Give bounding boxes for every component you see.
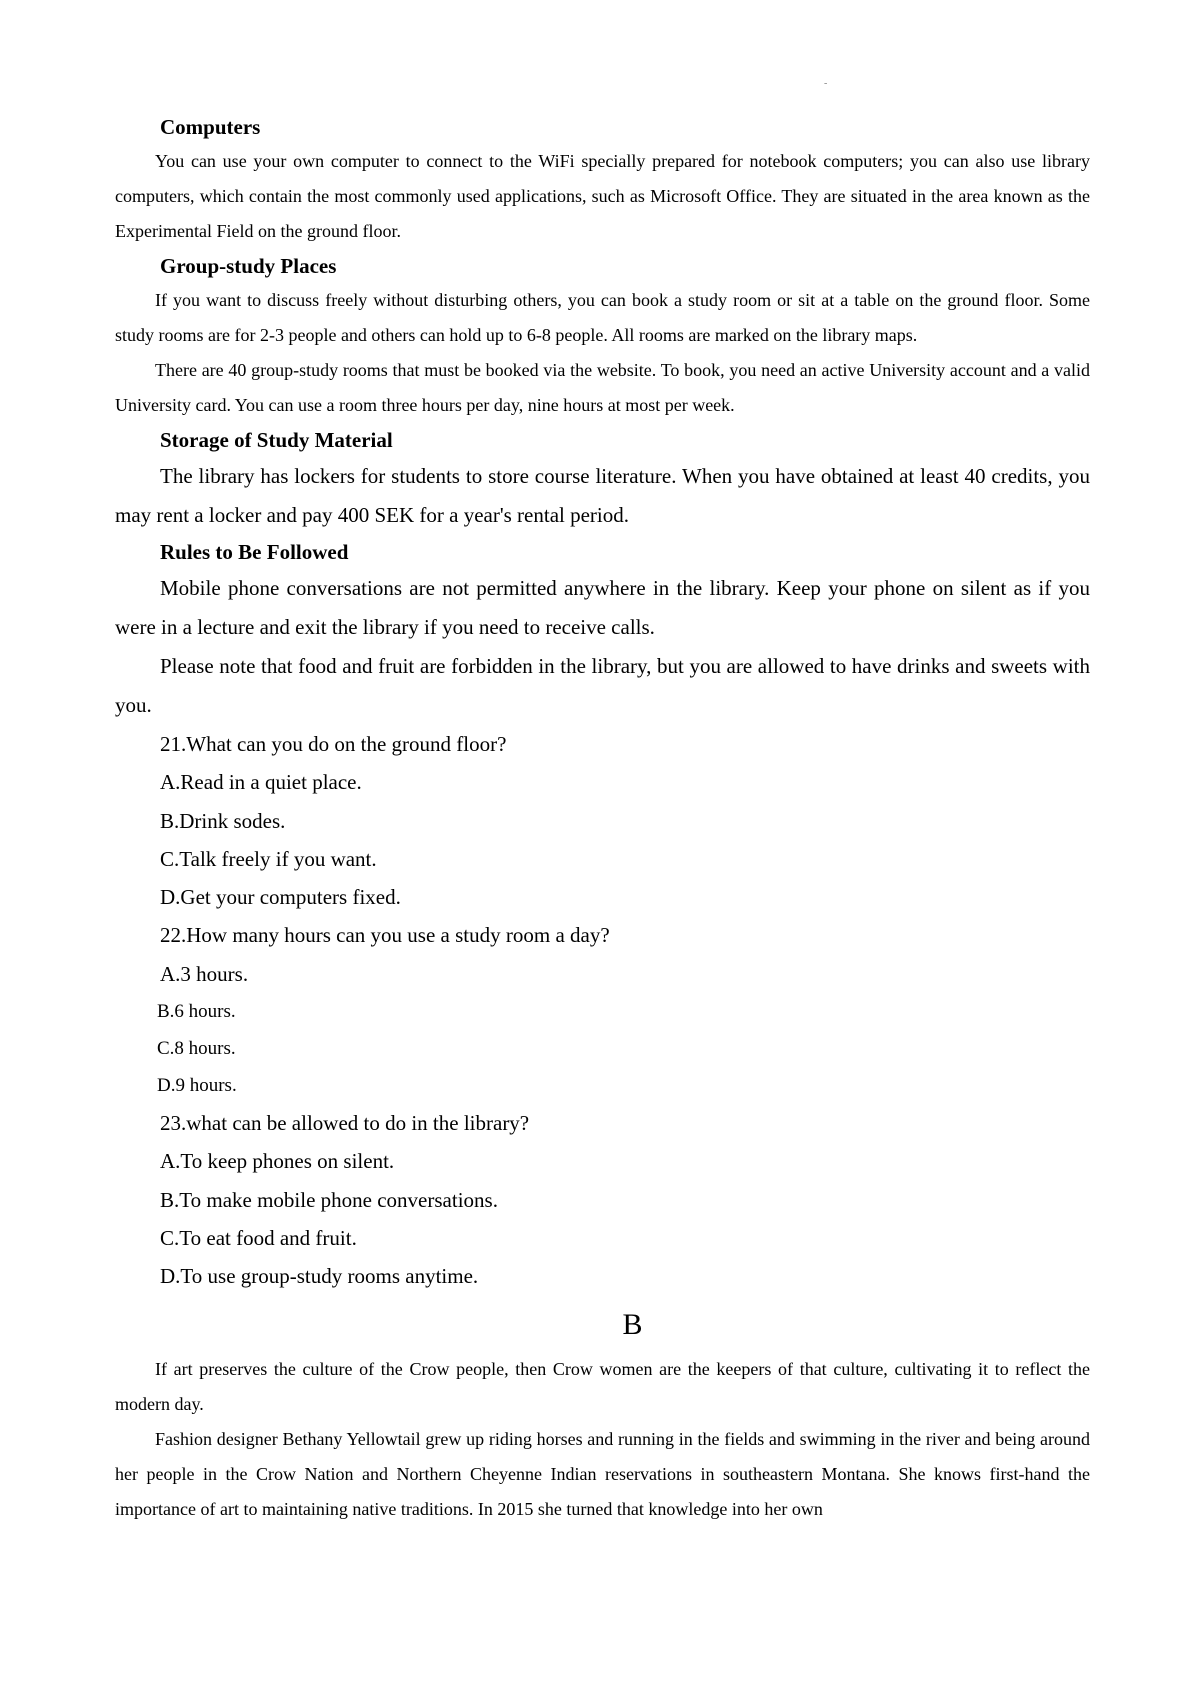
question-22: [115, 916, 1090, 1104]
answer-option: C.Talk freely if you want.: [160, 846, 377, 871]
question-stem: 23.what can be allowed to do in the library?: [160, 1111, 530, 1136]
part-b-heading: B: [622, 1307, 643, 1341]
section-heading-rules: Rules to Be Followed: [160, 540, 349, 564]
paragraph-storage: The library has lockers for students to store course literature. When you have obtained at least 40 credits, you may rent a locker and pay 400 SEK for a year's rental period.: [115, 464, 1090, 527]
question-stem: 21.What can you do on the ground floor?: [160, 732, 507, 756]
answer-option: D.To use group-study rooms anytime.: [160, 1264, 479, 1289]
answer-option: A.Read in a quiet place.: [160, 770, 362, 795]
section-heading-storage: Storage of Study Material: [160, 428, 393, 452]
section-heading-group-study: Group-study Places: [160, 254, 337, 278]
paragraph-group-study-2: There are 40 group-study rooms that must be booked via the website. To book, you need an active University account and a valid University card. You can use a room three hours per day, nine hours at most per week.: [115, 360, 1090, 415]
answer-option: C.8 hours.: [157, 1038, 236, 1060]
paragraph-group-study-1: If you want to discuss freely without disturbing others, you can book a study room or sit at a table on the ground floor. Some study rooms are for 2-3 people and others can hold up to 6-8 people. All rooms are marked on the library maps.: [115, 290, 1090, 345]
paragraph-rules-1: Mobile phone conversations are not permitted anywhere in the library. Keep your phone on silent as if you were in a lecture and exit the library if you need to receive calls.: [115, 576, 1090, 639]
answer-option: A.3 hours.: [160, 961, 249, 986]
answer-option: C.To eat food and fruit.: [160, 1225, 357, 1250]
paragraph-rules-2: Please note that food and fruit are forbidden in the library, but you are allowed to have drinks and sweets with you.: [115, 654, 1090, 717]
answer-option: B.6 hours.: [157, 1001, 236, 1023]
corner-mark: -: [824, 78, 828, 89]
question-21: [115, 725, 1090, 916]
section-heading-computers: Computers: [160, 115, 261, 139]
paragraph-computers: You can use your own computer to connect to the WiFi specially prepared for notebook computers; you can also use library computers, which contain the most commonly used applications, such as Microsoft Office. They are situated in the area known as the Experimental Field on the ground floor.: [115, 151, 1090, 241]
answer-option: B.To make mobile phone conversations.: [160, 1187, 498, 1212]
document-body: [115, 110, 1090, 1527]
answer-option: D.9 hours.: [157, 1075, 237, 1097]
paragraph-part-b-2: Fashion designer Bethany Yellowtail grew up riding horses and running in the fields and swimming in the river and being around her people in the Crow Nation and Northern Cheyenne Indian reservations in southeastern Montana. She knows first-hand the importance of art to maintaining native traditions. In 2015 she turned that knowledge into her own: [115, 1428, 1090, 1519]
answer-option: D.Get your computers fixed.: [160, 885, 401, 910]
paragraph-part-b-1: If art preserves the culture of the Crow people, then Crow women are the keepers of that culture, cultivating it to reflect the modern day.: [115, 1358, 1090, 1414]
question-stem: 22.How many hours can you use a study room a day?: [160, 923, 610, 948]
answer-option: A.To keep phones on silent.: [160, 1149, 395, 1174]
answer-option: B.Drink sodes.: [160, 808, 286, 833]
question-23: [115, 1104, 1090, 1295]
